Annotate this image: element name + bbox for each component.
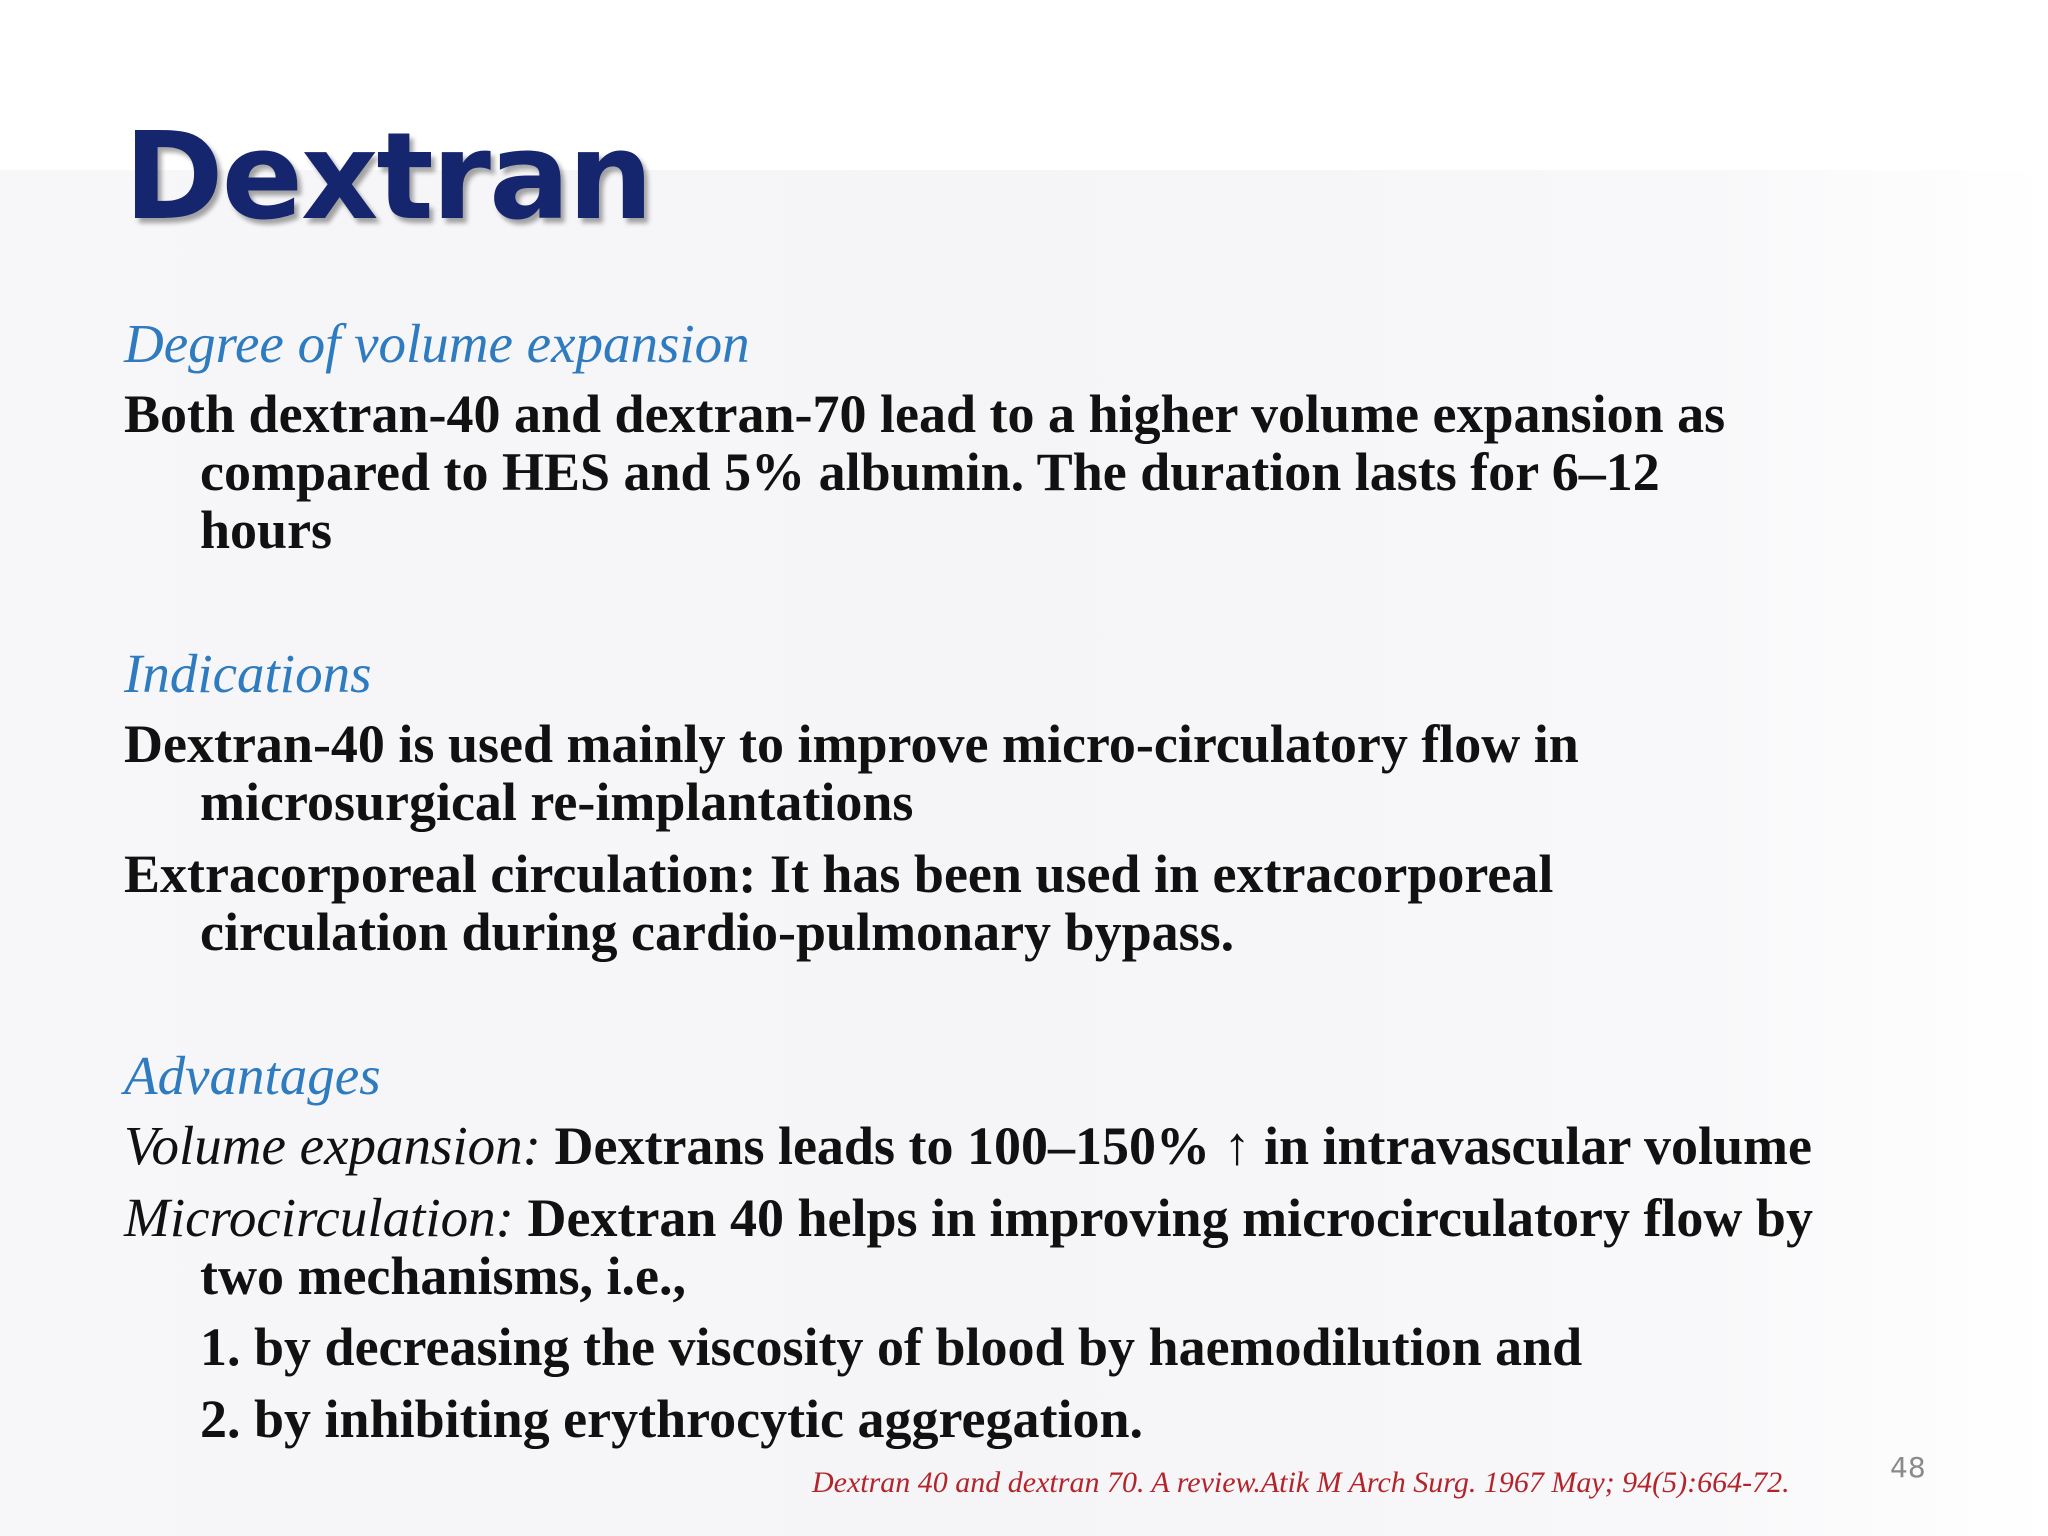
advantages-heading: Advantages — [124, 1045, 381, 1106]
advantage-micro-line-1 — [124, 1189, 1924, 1247]
mechanism-1 — [124, 1318, 1924, 1376]
indications-heading: Indications — [124, 643, 372, 704]
advantage-volume-text: Dextrans leads to 100–150% ↑ in intravascular volume — [554, 1116, 1812, 1176]
indication-extracorporeal-line-2: circulation during cardio-pulmonary bypass. — [200, 902, 1235, 962]
advantage-microcirculation — [124, 1189, 1924, 1305]
advantage-volume-line — [124, 1117, 1924, 1175]
indication-extracorporeal-line-1: Extracorporeal circulation: It has been used in extracorporeal — [124, 844, 1554, 904]
advantage-micro-lead: Microcirculation: — [124, 1187, 514, 1248]
mechanism-1-text: 1. by decreasing the viscosity of blood by haemodilution and — [200, 1317, 1583, 1377]
mechanism-2-text: 2. by inhibiting erythrocytic aggregation. — [200, 1389, 1143, 1449]
advantage-volume-lead: Volume expansion: — [124, 1115, 541, 1176]
slide-title: Dextran — [124, 108, 652, 247]
page-number: 48 — [1890, 1451, 1926, 1484]
citation: Dextran 40 and dextran 70. A review.Atik M Arch Surg. 1967 May; 94(5):664-72. — [812, 1466, 1790, 1499]
volume-expansion-paragraph — [124, 385, 1924, 559]
advantage-volume-expansion — [124, 1117, 1924, 1175]
indication-dextran40-line-1: Dextran-40 is used mainly to improve micro-circulatory flow in — [124, 714, 1579, 774]
volume-expansion-line-2: compared to HES and 5% albumin. The duration lasts for 6–12 — [200, 442, 1660, 502]
volume-expansion-line-1: Both dextran-40 and dextran-70 lead to a higher volume expansion as — [124, 384, 1726, 444]
advantage-micro-text-1: Dextran 40 helps in improving microcirculatory flow by — [527, 1188, 1813, 1248]
volume-expansion-line-3: hours — [200, 500, 333, 560]
advantage-micro-line-2: two mechanisms, i.e., — [200, 1246, 686, 1306]
indication-extracorporeal — [124, 845, 1924, 961]
indication-dextran40-line-2: microsurgical re-implantations — [200, 772, 914, 832]
indication-dextran40 — [124, 715, 1924, 831]
volume-expansion-heading: Degree of volume expansion — [124, 313, 750, 374]
mechanism-2 — [124, 1390, 1924, 1448]
